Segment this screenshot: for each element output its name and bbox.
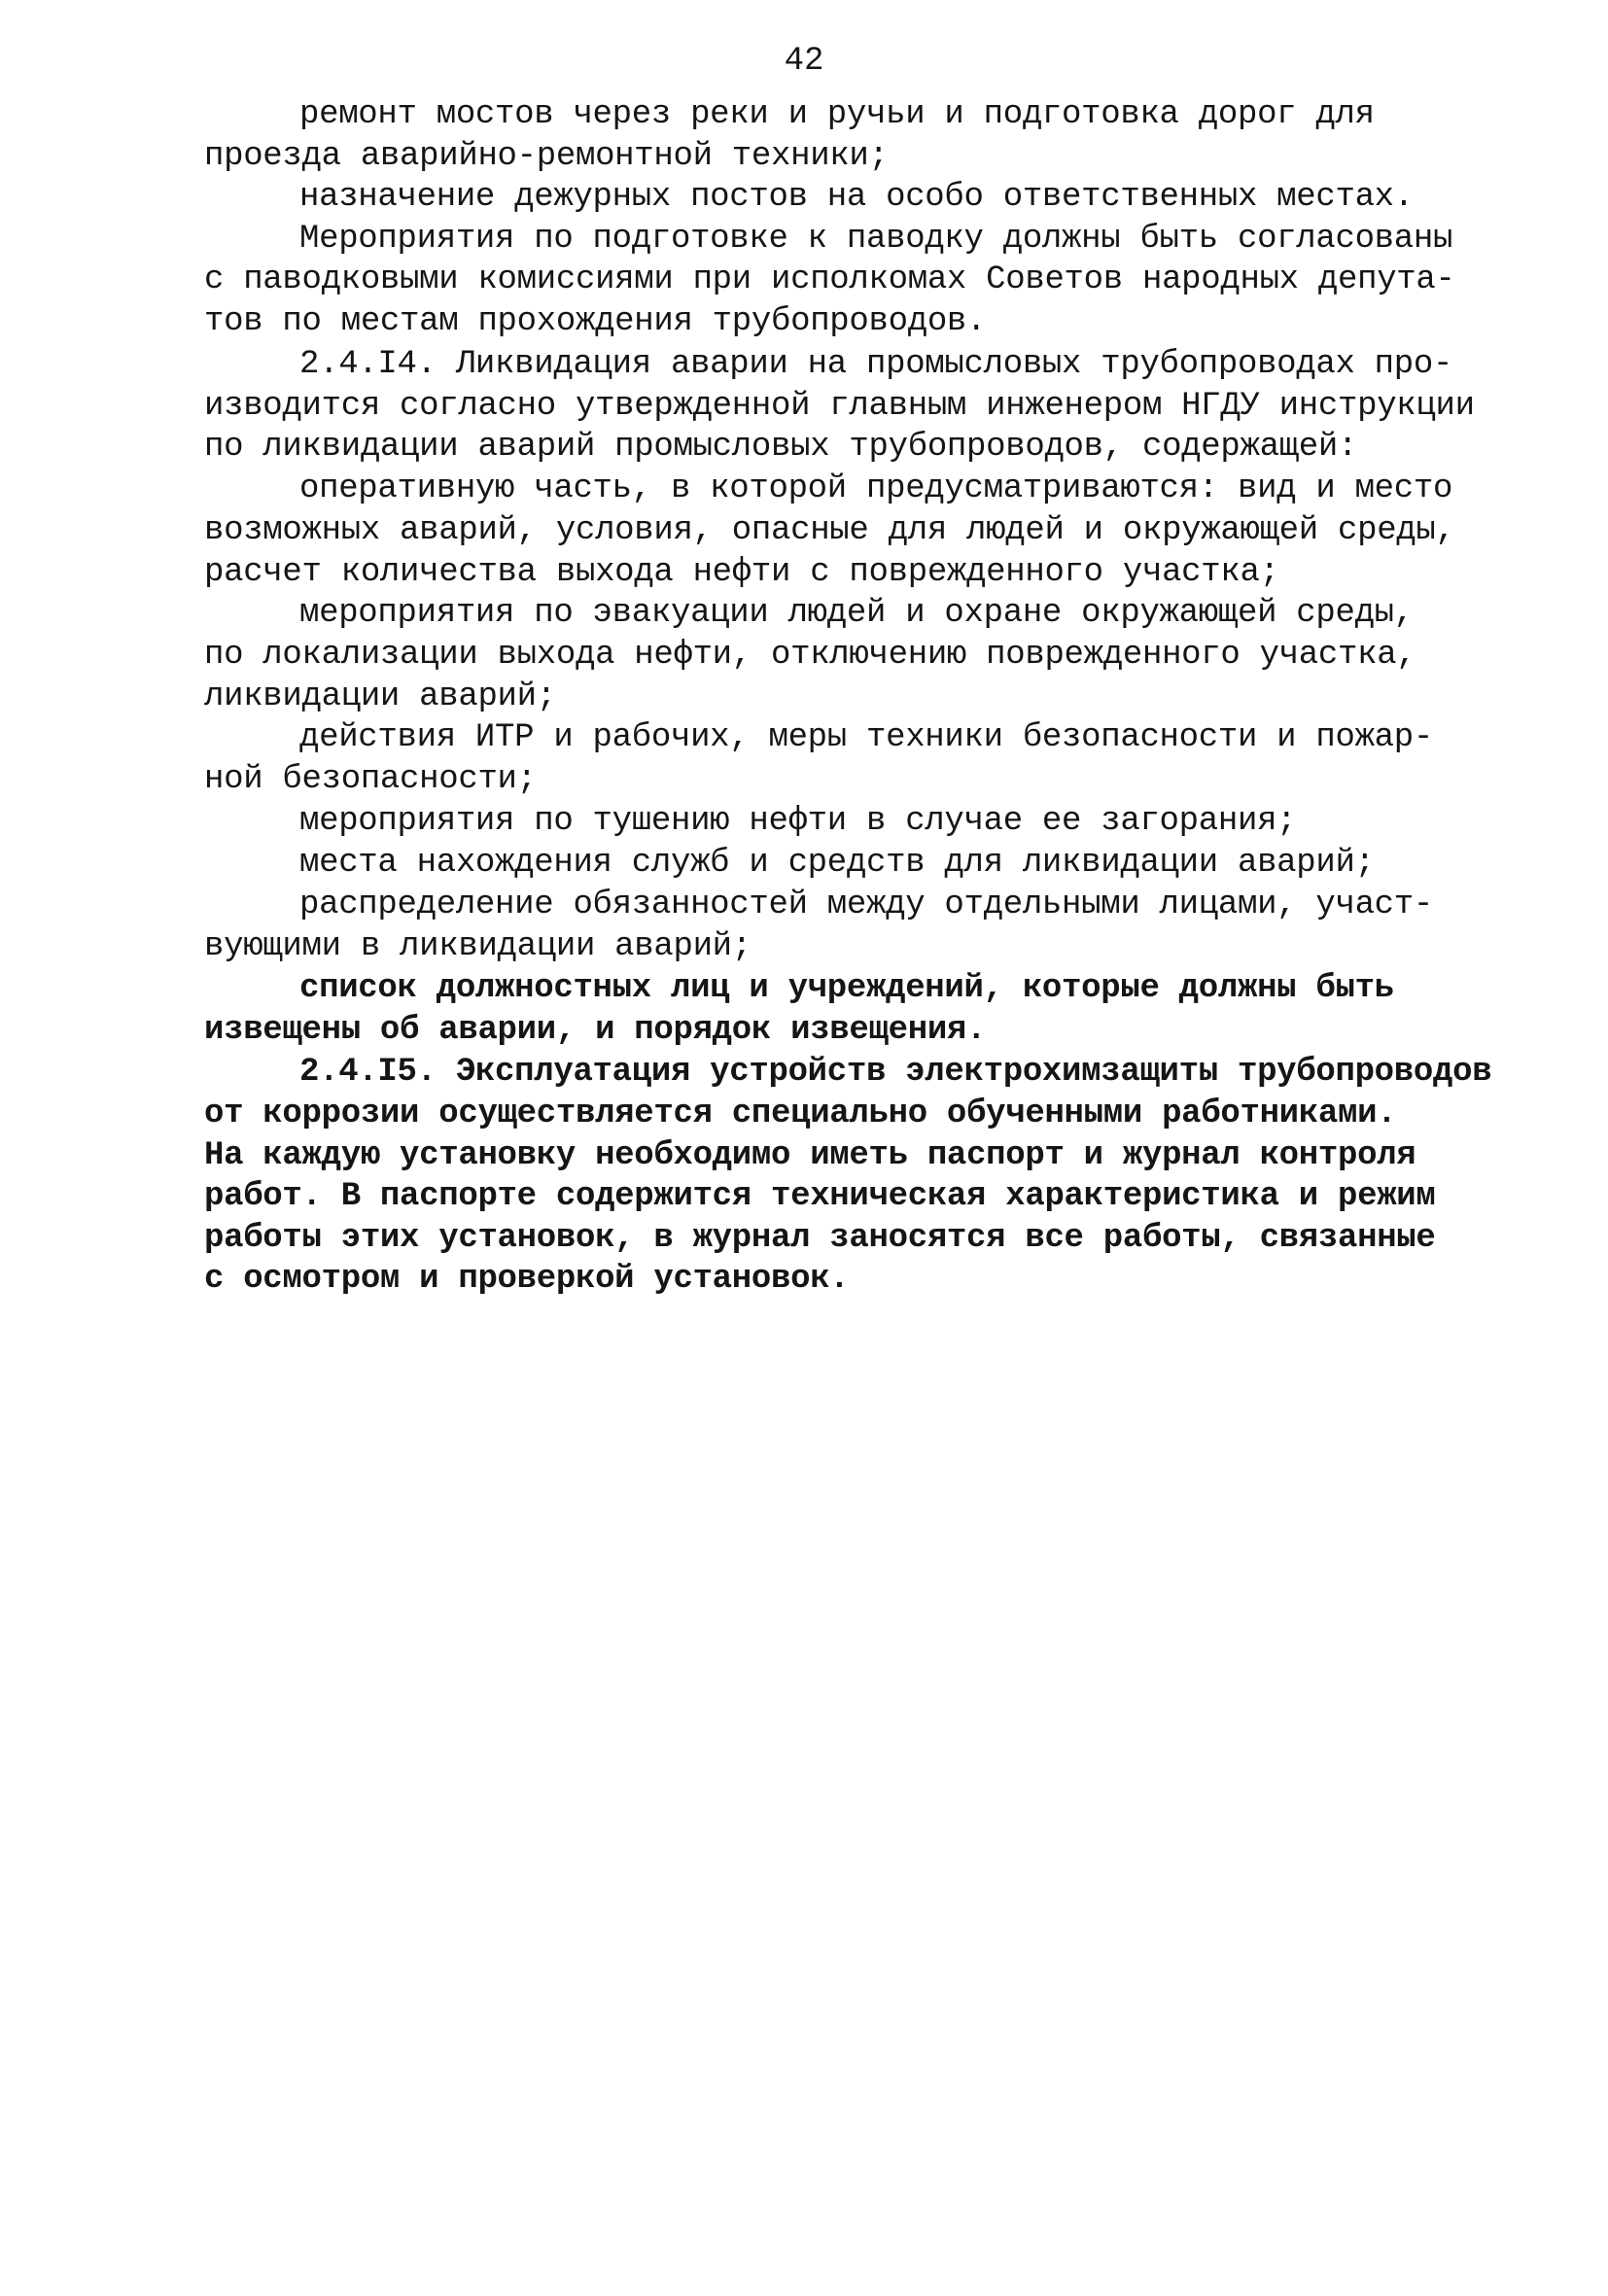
text-line: расчет количества выхода нефти с поврежденного участка; (204, 554, 1279, 591)
page-number: 42 (784, 43, 824, 80)
text-line: от коррозии осуществляется специально обученными работниками. (204, 1096, 1397, 1132)
text-line: Мероприятия по подготовке к паводку должны быть согласованы (299, 221, 1453, 258)
section-2-4-14-line: 2.4.I4. Ликвидация аварии на промысловых трубопроводах про- (299, 346, 1453, 383)
text-line: с паводковыми комиссиями при исполкомах Советов народных депута- (204, 261, 1455, 298)
text-line: На каждую установку необходимо иметь паспорт и журнал контроля (204, 1137, 1416, 1174)
text-line: список должностных лиц и учреждений, которые должны быть (299, 970, 1394, 1007)
text-line: ликвидации аварий; (204, 678, 556, 715)
text-line: мероприятия по тушению нефти в случае ее загорания; (299, 803, 1297, 840)
text-line: с осмотром и проверкой установок. (204, 1261, 850, 1298)
text-line: проезда аварийно-ремонтной техники; (204, 138, 889, 175)
text-line: ной безопасности; (204, 761, 537, 798)
text-line: работы этих установок, в журнал заносятся все работы, связанные (204, 1220, 1436, 1257)
text-line: работ. В паспорте содержится техническая характеристика и режим (204, 1178, 1436, 1215)
text-line: распределение обязанностей между отдельными лицами, участ- (299, 887, 1433, 923)
text-line: назначение дежурных постов на особо ответственных местах. (299, 179, 1414, 216)
text-line: действия ИТР и рабочих, меры техники безопасности и пожар- (299, 719, 1433, 756)
text-line: мероприятия по эвакуации людей и охране окружающей среды, (299, 595, 1414, 632)
text-line: изводится согласно утвержденной главным инженером НГДУ инструкции (204, 388, 1475, 425)
text-line: тов по местам прохождения трубопроводов. (204, 303, 987, 340)
text-line: по ликвидации аварий промысловых трубопроводов, содержащей: (204, 429, 1358, 466)
text-line: вующими в ликвидации аварий; (204, 928, 752, 965)
text-line: по локализации выхода нефти, отключению поврежденного участка, (204, 637, 1416, 674)
text-line: места нахождения служб и средств для ликвидации аварий; (299, 845, 1375, 882)
text-line: возможных аварий, условия, опасные для людей и окружающей среды, (204, 512, 1455, 549)
text-line: ремонт мостов через реки и ручьи и подготовка дорог для (299, 96, 1375, 133)
section-2-4-15-line: 2.4.I5. Эксплуатация устройств электрохимзащиты трубопроводов (299, 1054, 1492, 1091)
text-line: извещены об аварии, и порядок извещения. (204, 1012, 987, 1049)
text-line: оперативную часть, в которой предусматриваются: вид и место (299, 470, 1453, 507)
